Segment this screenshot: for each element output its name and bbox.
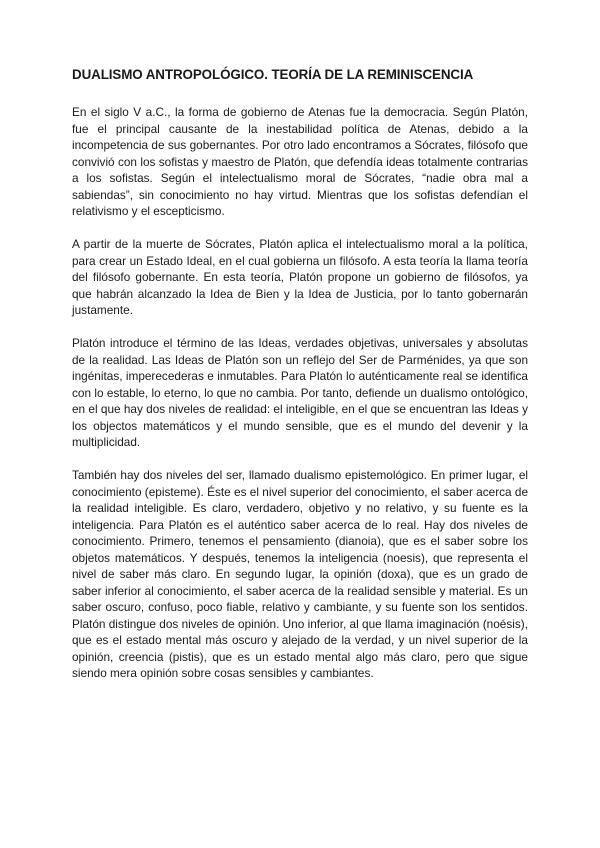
paragraph-dualismo-epistemologico: También hay dos niveles del ser, llamado dualismo epistemológico. En primer lugar, el conocimiento (episteme). Éste es el nivel superior del conocimiento, el saber acerca de la realidad inteligible. Es claro, verdadero, objetivo y no relativo, y su fuente es la inteligencia. Para Platón es el auténtico saber acerca de lo real. Hay dos niveles de conocimiento. Primero, tenemos el pensamiento (dianoia), que es el saber sobre los objetos matemáticos. Y después, tenemos la inteligencia (noesis), que representa el nivel de saber más claro. En segundo lugar, la opinión (doxa), que es un grado de saber inferior al conocimiento, el saber acerca de la realidad sensible y material. Es un saber oscuro, confuso, poco fiable, relativo y cambiante, y su fuente son los sentidos. Platón distingue dos niveles de opinión. Uno inferior, al que llama imaginación (noésis), que es el estado mental más oscuro y alejado de la verdad, y un nivel superior de la opinión, creencia (pistis), que es un estado mental algo más claro, pero que sigue siendo mera opinión sobre cosas sensibles y cambiantes.	[72, 468, 528, 680]
paragraph-filosofo-gobernante: A partir de la muerte de Sócrates, Platón aplica el intelectualismo moral a la política, para crear un Estado Ideal, en el cual gobierna un filósofo. A esta teoría la llama teoría del filósofo gobernante. En esta teoría, Platón propone un gobierno de filósofos, ya que habrán alcanzado la Idea de Bien y la Idea de Justicia, por lo tanto gobernarán justamente.	[72, 237, 528, 317]
document-page	[72, 66, 528, 698]
paragraph-democracia-atenas: En el siglo V a.C., la forma de gobierno de Atenas fue la democracia. Según Platón, fue el principal causante de la inestabilidad política de Atenas, debido a la incompetencia de sus gobernantes. Por otro lado encontramos a Sócrates, filósofo que convivió con los sofistas y maestro de Platón, que defendía ideas totalmente contrarias a los sofistas. Según el intelectualismo moral de Sócrates, “nadie obra mal a sabiendas”, sin conocimiento no hay virtud. Mientras que los sofistas defendían el relativismo y el escepticismo.	[72, 105, 528, 218]
page-title: DUALISMO ANTROPOLÓGICO. TEORÍA DE LA REMINISCENCIA	[72, 67, 474, 82]
paragraph-dualismo-ontologico: Platón introduce el término de las Ideas, verdades objetivas, universales y absolutas de la realidad. Las Ideas de Platón son un reflejo del Ser de Parménides, ya que son ingénitas, imperecederas e inmutables. Para Platón lo auténticamente real se identifica con lo estable, lo eterno, lo que no cambia. Por tanto, defiende un dualismo ontológico, en el que hay dos niveles de realidad: el inteligible, en el que se encuentran las Ideas y los objectos matemáticos y el mundo sensible, que es el mundo del devenir y la multiplicidad.	[72, 336, 528, 449]
